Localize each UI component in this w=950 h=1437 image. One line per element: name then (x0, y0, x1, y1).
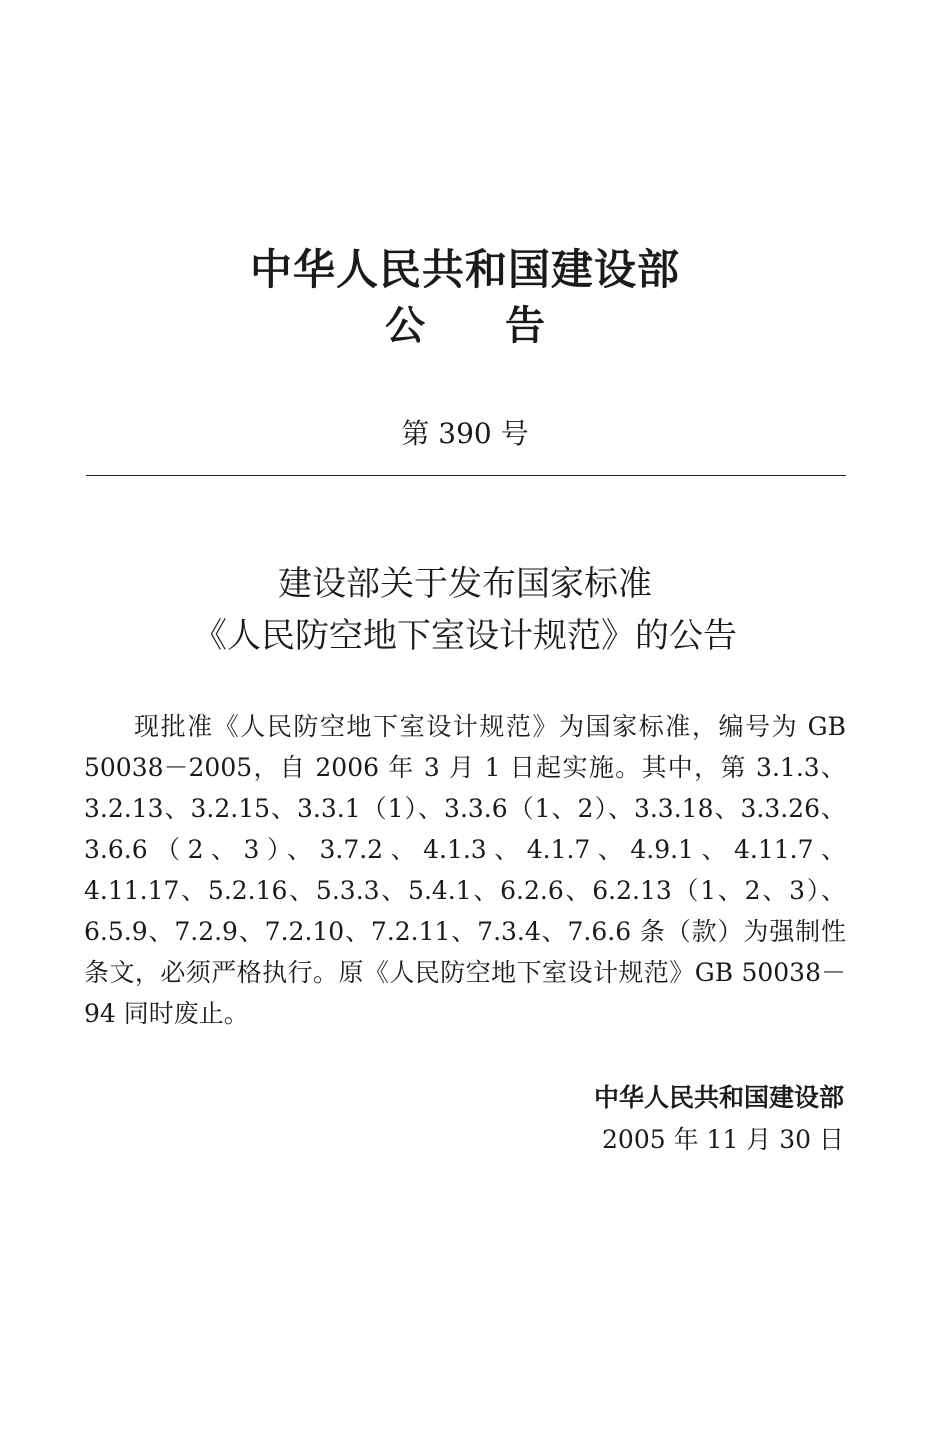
issuer-signature: 中华人民共和国建设部 (593, 1083, 844, 1112)
announcement-title-line-2: 《人民防空地下室设计规范》的公告 (193, 616, 737, 656)
header-divider (86, 475, 846, 476)
ministry-title: 中华人民共和国建设部 (249, 245, 680, 294)
issue-date: 2005 年 11 月 30 日 (602, 1125, 844, 1154)
bulletin-number: 第 390 号 (401, 417, 529, 450)
body-paragraph: 现批准《人民防空地下室设计规范》为国家标准，编号为 GB 50038－2005，自 2006 年 3 月 1 日起实施。其中，第 3.1.3、3.2.13、3.2.15、3.3.1（1）、3.3.6（1、2）、3.3.18、3.3.26、3.6.6（2、3）、3.7.2、4.1.3、4.1.7、4.9.1、4.11.7、4.11.17、5.2.16、5.3.3、5.4.1、6.2.6、6.2.13（1、2、3）、6.5.9、7.2.9、7.2.10、7.2.11、7.3.4、7.6.6 条（款）为强制性条文，必须严格执行。原《人民防空地下室设计规范》GB 50038－94 同时废止。 (84, 712, 846, 1028)
bulletin-heading: 公告 (385, 303, 625, 349)
announcement-title (0, 558, 930, 662)
announcement-title-line-1: 建设部关于发布国家标准 (278, 564, 652, 604)
